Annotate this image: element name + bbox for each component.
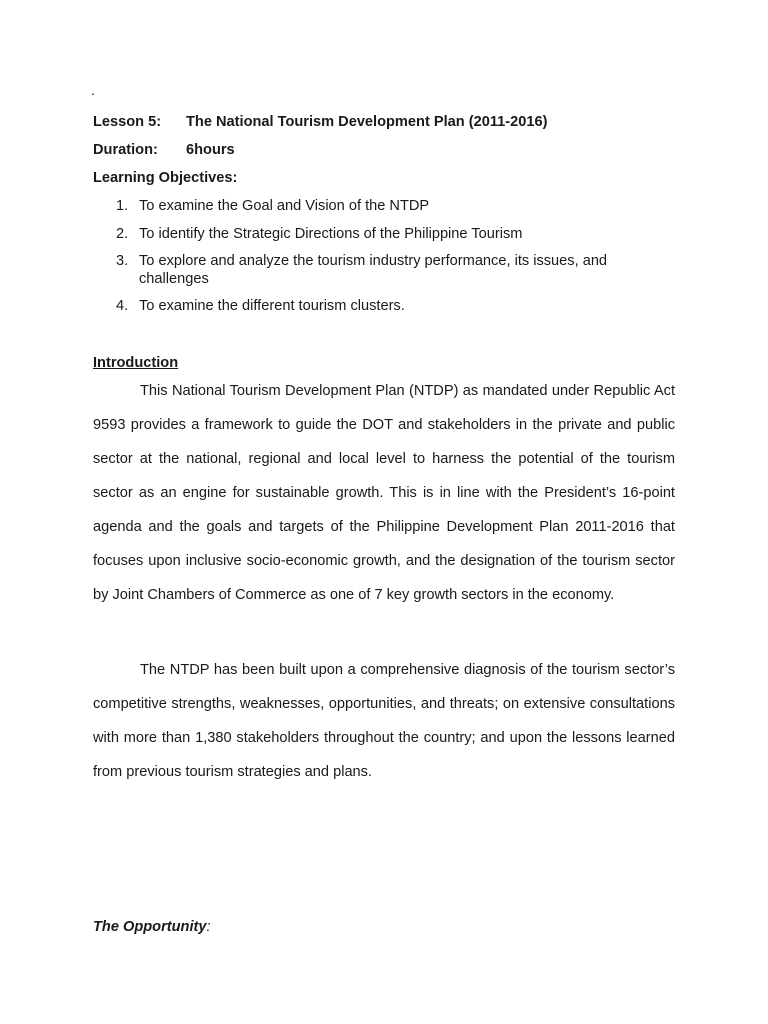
opportunity-heading-text: The Opportunity — [93, 919, 207, 935]
list-item-number: 3. — [116, 253, 129, 269]
leading-mark: . — [91, 82, 95, 98]
list-item — [93, 253, 673, 288]
objectives-heading: Learning Objectives: — [93, 170, 238, 186]
opportunity-heading — [93, 919, 211, 935]
list-item-number: 1. — [116, 198, 129, 214]
list-item-text: To identify the Strategic Directions of the Philippine Tourism — [139, 225, 523, 242]
list-item — [93, 298, 673, 316]
duration-label: Duration: — [93, 142, 158, 158]
lesson-line — [93, 114, 547, 130]
list-item — [93, 198, 673, 216]
list-item-text: To examine the different tourism clusters. — [139, 298, 405, 314]
introduction-heading: Introduction — [93, 355, 179, 371]
list-item-text: To explore and analyze the tourism industry performance, its issues, and challenges — [139, 253, 608, 287]
duration-value: 6hours — [186, 142, 235, 158]
opportunity-heading-suffix: : — [206, 919, 211, 935]
list-item-text: To examine the Goal and Vision of the NTDP — [139, 198, 430, 214]
lesson-title: The National Tourism Development Plan (2011-2016) — [186, 114, 548, 130]
list-item-number: 2. — [116, 225, 129, 242]
duration-line — [93, 142, 235, 158]
list-item-number: 4. — [116, 298, 129, 314]
introduction-paragraph-1: This National Tourism Development Plan (NTDP) as mandated under Republic Act 9593 provides a framework to guide the DOT and stakeholders in the private and public sector at the national, regional and local level to harness the potential of the tourism sector as an engine for sustainable growth. This is in line with the President’s 16-point agenda and the goals and targets of the Philippine Development Plan 2011-2016 that focuses upon inclusive socio-economic growth, and the designation of the tourism sector by Joint Chambers of Commerce as one of 7 key growth sectors in the economy. — [93, 383, 675, 603]
objectives-list — [93, 198, 673, 326]
introduction-paragraph-2: The NTDP has been built upon a comprehensive diagnosis of the tourism sector’s competitive strengths, weaknesses, opportunities, and threats; on extensive consultations with more than 1,380 stakeholders throughout the country; and upon the lessons learned from previous tourism strategies and plans. — [93, 662, 675, 780]
lesson-label: Lesson 5: — [93, 114, 162, 130]
list-item — [93, 226, 673, 244]
